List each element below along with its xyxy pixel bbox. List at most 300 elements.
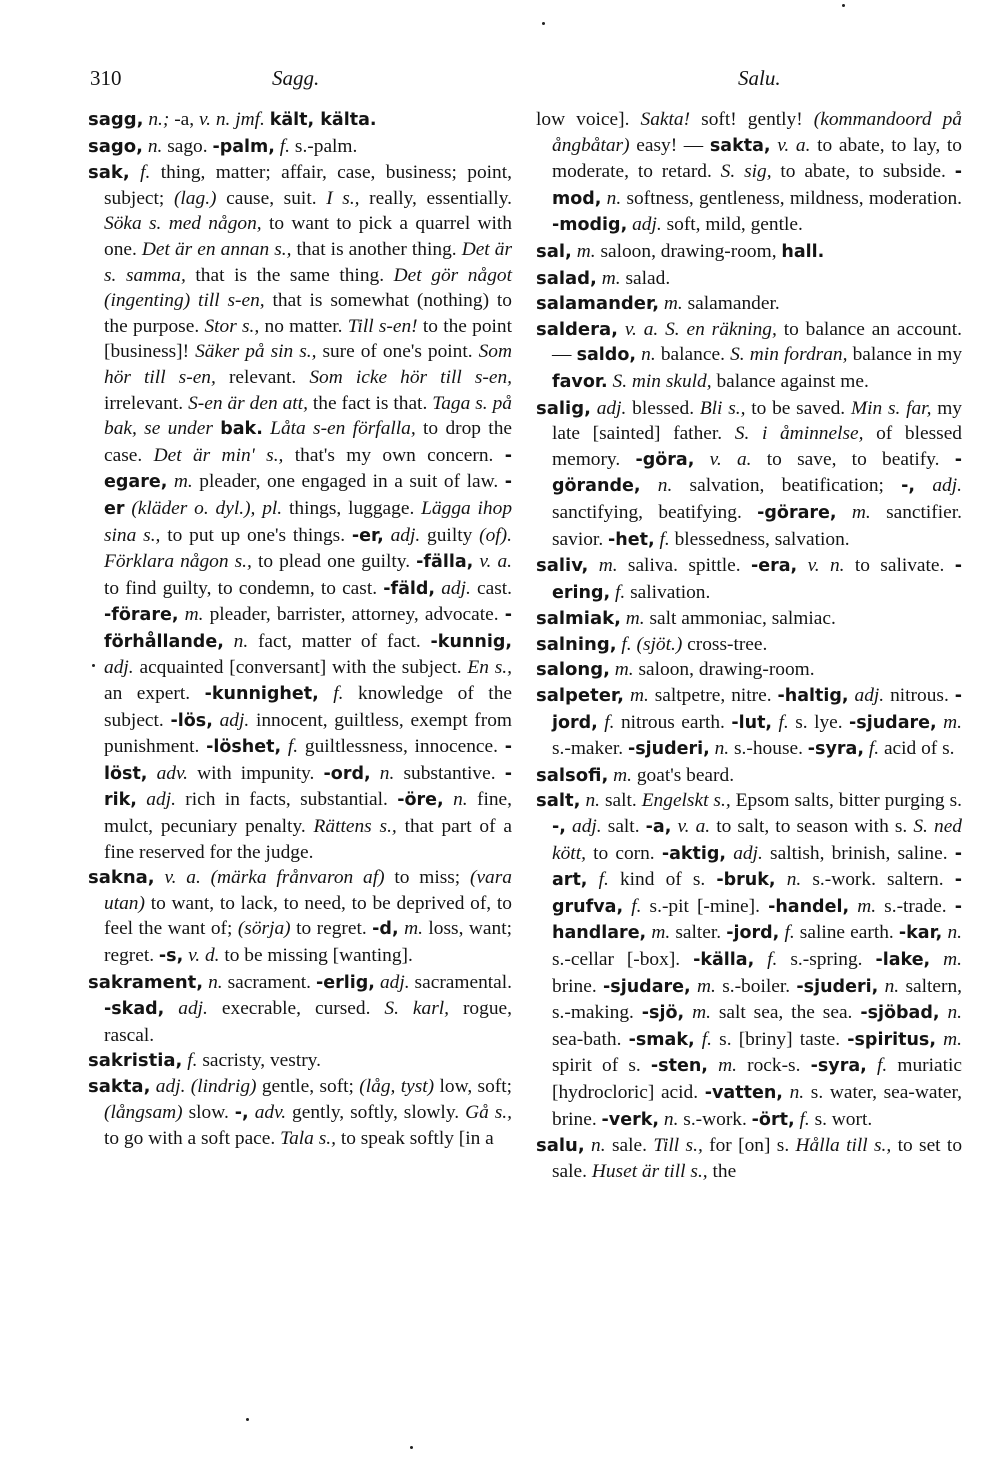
- entry-bold-term: -rik,: [104, 763, 512, 811]
- entry-italic-text: f.: [631, 895, 642, 917]
- entry-text: to abate, to lay, to moderate, to retard.: [552, 134, 962, 183]
- entry-italic-text: f.: [778, 711, 789, 733]
- entry-italic-text: Huset är till s.,: [591, 1160, 708, 1182]
- entry-bold-term: -verk,: [601, 1109, 660, 1130]
- entry-headword: sago,: [88, 135, 143, 157]
- entry-text: saline earth.: [794, 922, 899, 944]
- entry-italic-text: Gå s.,: [465, 1101, 512, 1123]
- entry-text: spirit of s.: [552, 1055, 651, 1077]
- dictionary-entry: [88, 160, 512, 865]
- entry-text: [837, 502, 852, 523]
- entry-text: with impunity.: [188, 762, 324, 784]
- entry-italic-text: (kommandoord på ångbåtar): [552, 109, 962, 156]
- entry-italic-text: n.: [591, 1135, 606, 1157]
- entry-italic-text: f. (sjöt.): [621, 633, 683, 655]
- entry-italic-text: f.: [287, 736, 299, 758]
- entry-italic-text: n.: [663, 1108, 679, 1130]
- entry-text: [684, 1002, 692, 1023]
- entry-italic-text: f.: [140, 162, 151, 184]
- entry-text: that part of a fine reserved for the judge.: [104, 816, 512, 863]
- entry-bold-term: -sjudare,: [849, 712, 937, 733]
- entry-headword: salu,: [536, 1135, 585, 1157]
- entry-text: soft! gently!: [690, 109, 814, 130]
- entry-italic-text: f.: [279, 135, 291, 157]
- entry-text: to drop the case.: [104, 418, 512, 466]
- entry-bold-term: -lut,: [731, 712, 773, 733]
- entry-text: acid of s.: [879, 738, 955, 760]
- entry-text: low, soft;: [434, 1075, 513, 1097]
- entry-text: [930, 949, 943, 970]
- entry-text: sacrament.: [222, 971, 317, 993]
- entry-text: -a,: [169, 109, 199, 130]
- entry-text: cast.: [470, 577, 512, 599]
- entry-text: an expert.: [104, 683, 205, 705]
- entry-text: fact, matter of fact.: [248, 630, 431, 652]
- entry-text: relevant.: [215, 366, 310, 388]
- entry-text: that is another thing.: [291, 238, 462, 260]
- entry-text: [867, 1055, 877, 1076]
- entry-text: sanctifier. savior.: [552, 501, 962, 550]
- entry-bold-term: -görare,: [757, 502, 837, 523]
- entry-text: nitrous earth.: [614, 711, 732, 733]
- entry-bold-term: -egare,: [104, 445, 512, 493]
- entry-italic-text: m.: [663, 293, 683, 315]
- entry-text: s.-maker.: [552, 738, 628, 760]
- entry-text: [694, 449, 709, 470]
- entry-italic-text: m.: [718, 1055, 737, 1077]
- entry-text: s. water, sea-water, brine.: [552, 1081, 962, 1130]
- entry-italic-text: Det gör något (ingenting) till s-en,: [104, 264, 512, 312]
- entry-bold-term: hall.: [781, 241, 825, 262]
- entry-text: s.-cellar [-box].: [552, 949, 694, 970]
- entry-text: balance in my: [847, 344, 963, 366]
- entry-text: guiltlessness, innocence.: [298, 736, 505, 758]
- entry-bold-term: -s,: [158, 946, 184, 966]
- entry-text: to abate, to subside.: [771, 161, 955, 183]
- entry-text: rogue, rascal.: [104, 998, 512, 1046]
- entry-bold-term: -sten,: [650, 1056, 708, 1077]
- entry-bold-term: -sjöbad,: [860, 1003, 940, 1024]
- entry-italic-text: f.: [701, 1028, 713, 1050]
- entry-italic-text: f.: [615, 581, 626, 603]
- print-speck: [246, 1418, 249, 1421]
- dictionary-entry: [536, 683, 962, 763]
- entry-bold-term: -era,: [750, 556, 798, 577]
- entry-bold-term: -förhållande,: [104, 605, 512, 652]
- entry-text: [587, 869, 598, 890]
- entry-bold-term: -ord,: [323, 763, 371, 784]
- dictionary-entry: [536, 239, 962, 266]
- entry-italic-text: f.: [784, 922, 795, 944]
- entry-bold-term: -,: [552, 817, 566, 838]
- entry-text: [155, 867, 165, 888]
- entry-bold-term: -kar,: [898, 923, 943, 944]
- entry-text: to miss;: [384, 867, 470, 889]
- entry-italic-text: Förklara någon s.,: [104, 551, 252, 573]
- entry-italic-text: adj.: [733, 842, 763, 864]
- running-head-left: Sagg.: [272, 66, 320, 90]
- entry-text: saloon, drawing-room.: [633, 659, 815, 681]
- entry-italic-text: m.: [697, 975, 716, 997]
- entry-italic-text: f.: [333, 683, 344, 705]
- entry-bold-term: -het,: [608, 529, 655, 550]
- entry-bold-term: favor.: [552, 371, 608, 392]
- entry-text: saltish, brinish, saline.: [762, 842, 955, 864]
- entry-bold-term: -ering,: [552, 556, 962, 603]
- entry-headword: sak,: [88, 162, 130, 184]
- entry-bold-term: -art,: [552, 843, 962, 891]
- entry-italic-text: m.: [943, 1028, 962, 1050]
- entry-italic-text: Stor s.,: [204, 315, 260, 337]
- entry-text: saloon, drawing-room,: [595, 240, 782, 262]
- entry-bold-term: -förare,: [104, 605, 179, 626]
- entry-bold-term: -löshet,: [206, 737, 282, 758]
- entry-italic-text: m.: [651, 922, 671, 944]
- entry-text: [641, 475, 658, 496]
- entry-text: that is somewhat (nothing) to the purpose.: [104, 290, 512, 337]
- entry-italic-text: n.: [714, 738, 730, 760]
- entry-text: [281, 736, 288, 757]
- entry-bold-term: -lake,: [875, 950, 931, 970]
- entry-headword: sal,: [536, 240, 572, 262]
- entry-bold-term: -handlare,: [552, 896, 962, 944]
- entry-bold-term: bak.: [220, 419, 263, 440]
- dictionary-entry: [536, 553, 962, 606]
- entry-text: that's my own concern.: [283, 444, 505, 466]
- entry-italic-text: v. a. (märka frånvaron af): [164, 867, 385, 889]
- dictionary-entry: [536, 266, 962, 292]
- entry-text: balance against me.: [711, 370, 869, 392]
- entry-italic-text: v. a.: [479, 551, 512, 573]
- entry-italic-text: f.: [876, 1055, 888, 1077]
- entry-text: [695, 1029, 702, 1050]
- entry-bold-term: kält, kälta.: [269, 110, 377, 130]
- entry-text: blessedness, salvation.: [669, 528, 850, 550]
- entry-italic-text: f.: [767, 949, 778, 970]
- entry-text: to balance an account. —: [552, 318, 962, 366]
- entry-text: irrelevant.: [104, 392, 189, 414]
- entry-text: [849, 896, 857, 917]
- entry-headword: sakrament,: [88, 971, 204, 993]
- entry-text: salad.: [620, 267, 671, 289]
- entry-bold-term: saldo,: [576, 345, 636, 366]
- entry-bold-term: sakta,: [709, 135, 771, 156]
- entry-italic-text: adj.: [146, 789, 176, 811]
- entry-italic-text: (lag.): [173, 187, 217, 209]
- entry-bold-term: -sjuderi,: [627, 739, 710, 760]
- entry-text: to want, to lack, to need, to be deprived of, to feel the want of;: [104, 892, 512, 940]
- entry-headword: salmiak,: [536, 608, 621, 630]
- entry-bold-term: -vatten,: [704, 1082, 783, 1103]
- entry-bold-term: -grufva,: [552, 870, 962, 917]
- entry-text: saltern, s.-making.: [552, 975, 962, 1024]
- right-column: [536, 107, 962, 1184]
- entry-text: sanctifying, beatifying.: [552, 501, 758, 523]
- entry-text: cross-tree.: [682, 633, 768, 655]
- entry-italic-text: m.: [613, 764, 633, 786]
- entry-text: pleader, one engaged in a suit of law.: [192, 471, 505, 493]
- entry-text: brine.: [552, 975, 604, 997]
- entry-headword: salad,: [536, 267, 597, 289]
- entry-italic-text: I s.,: [326, 187, 360, 209]
- entry-text: softness, gentleness, mildness, moderation.: [621, 187, 962, 209]
- entry-text: sacramental.: [409, 971, 512, 993]
- entry-text: slow.: [182, 1101, 235, 1123]
- entry-bold-term: -,: [901, 476, 916, 497]
- entry-text: pleader, barrister, attorney, advocate.: [203, 604, 505, 626]
- entry-headword: salong,: [536, 659, 610, 681]
- entry-text: to set to sale.: [552, 1135, 963, 1182]
- entry-italic-text: n.: [786, 869, 802, 891]
- entry-text: no matter.: [259, 315, 348, 337]
- entry-bold-term: -,: [234, 1102, 249, 1123]
- dictionary-entry: [88, 970, 512, 1049]
- entry-italic-text: m.: [598, 555, 618, 577]
- entry-headword: salamander,: [536, 293, 660, 315]
- entry-bold-term: -smak,: [628, 1029, 695, 1050]
- entry-italic-text: Sakta!: [640, 109, 691, 130]
- dictionary-entry: [536, 657, 962, 683]
- entry-italic-text: m.: [614, 659, 634, 681]
- entry-headword: saliv,: [536, 555, 589, 577]
- entry-text: easy! —: [629, 134, 710, 156]
- entry-headword: sakta,: [88, 1075, 151, 1097]
- entry-italic-text: v. a.: [709, 448, 752, 470]
- entry-text: rich in facts, substantial.: [175, 789, 398, 811]
- entry-italic-text: Tala s.,: [280, 1128, 336, 1150]
- entry-italic-text: Hålla till s.,: [795, 1135, 892, 1157]
- entry-text: to go with a soft pace.: [104, 1128, 281, 1150]
- dictionary-entry: [88, 865, 512, 969]
- entry-italic-text: (of).: [479, 524, 512, 546]
- entry-bold-term: -spiritus,: [847, 1029, 936, 1050]
- entry-text: execrable, cursed.: [207, 998, 385, 1020]
- entry-italic-text: v. a.: [677, 816, 711, 838]
- entry-text: [384, 525, 391, 546]
- dictionary-entry: [88, 107, 512, 134]
- entry-bold-term: -fäld,: [383, 578, 436, 599]
- entry-italic-text: adj.: [932, 475, 962, 497]
- dictionary-entry: [536, 107, 962, 239]
- entry-italic-text: adj.: [178, 998, 208, 1020]
- entry-italic-text: (vara utan): [104, 867, 512, 914]
- entry-italic-text: Det är s. samma,: [104, 238, 512, 286]
- entry-text: muriatic [hydrocloric] acid.: [552, 1055, 962, 1103]
- entry-text: s.-work. saltern.: [801, 869, 955, 891]
- entry-bold-term: -er: [104, 472, 512, 519]
- entry-text: [130, 162, 140, 183]
- entry-text: salt sea, the sea.: [710, 1002, 861, 1024]
- entry-text: rock-s.: [736, 1055, 811, 1077]
- entry-text: that is the same thing.: [185, 264, 394, 286]
- entry-text: [915, 475, 932, 496]
- entry-italic-text: S. min fordran,: [730, 344, 848, 366]
- print-speck: [842, 4, 845, 7]
- entry-text: salt.: [600, 790, 642, 812]
- entry-bold-term: -er,: [351, 525, 384, 546]
- entry-italic-text: m.: [851, 501, 871, 523]
- entry-italic-text: (låg, tyst): [359, 1075, 435, 1097]
- entry-text: cause, suit.: [216, 187, 327, 209]
- entry-italic-text: Till s-en!: [347, 315, 418, 337]
- entry-italic-text: Som hör till s-en,: [104, 341, 512, 388]
- entry-italic-text: Bli s.,: [699, 397, 746, 419]
- entry-italic-text: m.: [857, 895, 877, 917]
- entry-italic-text: m.: [943, 949, 963, 970]
- entry-text: s.-trade.: [876, 895, 955, 917]
- entry-text: substantive.: [394, 762, 505, 784]
- entry-italic-text: v. n. jmf.: [198, 109, 265, 130]
- entry-text: the fact is that.: [307, 392, 433, 414]
- entry-italic-text: n.: [147, 135, 163, 157]
- entry-text: to plead one guilty.: [251, 551, 417, 573]
- entry-italic-text: adj.: [596, 397, 627, 419]
- entry-text: gently, softly, slowly.: [286, 1101, 466, 1123]
- entry-italic-text: Lägga ihop sina s.,: [104, 497, 513, 546]
- entry-italic-text: n.: [585, 790, 600, 812]
- entry-text: [623, 896, 631, 917]
- entry-italic-text: m.: [692, 1002, 711, 1024]
- entry-text: guilty: [420, 524, 480, 546]
- entry-italic-text: v. a. S. en räkning,: [624, 318, 777, 340]
- entry-italic-text: adj.: [379, 971, 410, 993]
- entry-text: [224, 631, 234, 652]
- entry-headword: salsofi,: [536, 764, 609, 786]
- entry-italic-text: f.: [187, 1050, 198, 1072]
- entry-italic-text: n.: [641, 344, 656, 366]
- entry-text: sago.: [162, 135, 213, 157]
- entry-bold-term: -syra,: [810, 1056, 867, 1077]
- entry-headword: salning,: [536, 633, 617, 655]
- entry-headword: saldera,: [536, 318, 618, 340]
- entry-text: s. lye.: [788, 711, 850, 733]
- entry-text: to save, to beatify.: [751, 448, 955, 470]
- entry-text: [708, 1055, 718, 1076]
- entry-text: s.-palm.: [290, 135, 358, 157]
- dictionary-entry: [536, 291, 962, 317]
- entry-italic-text: n.: [947, 922, 962, 944]
- entry-italic-text: f.: [799, 1108, 810, 1130]
- entry-text: acquainted [conversant] with the subject.: [133, 657, 468, 679]
- entry-bold-term: -aktig,: [661, 843, 727, 864]
- print-speck: [410, 1446, 413, 1449]
- entry-text: kind of s.: [608, 869, 717, 891]
- entry-italic-text: m.: [943, 711, 962, 733]
- entry-text: [783, 1082, 790, 1103]
- entry-text: for [on] s.: [702, 1135, 796, 1157]
- entry-bold-term: -jord,: [552, 686, 962, 733]
- entry-bold-term: -skad,: [104, 999, 165, 1020]
- entry-bold-term: -d,: [372, 919, 399, 940]
- entry-italic-text: S-en är den att,: [188, 392, 308, 414]
- entry-text: s.-work.: [678, 1108, 752, 1130]
- dictionary-entry: [88, 1048, 512, 1074]
- entry-text: low voice].: [536, 109, 641, 130]
- entry-headword: salpeter,: [536, 685, 625, 707]
- entry-italic-text: Min s. far,: [850, 397, 932, 419]
- entry-italic-text: n.: [606, 187, 622, 209]
- entry-italic-text: adj.: [854, 685, 885, 707]
- entry-text: nitrous.: [884, 685, 955, 707]
- entry-italic-text: S. ned kött,: [552, 816, 962, 864]
- entry-text: Epsom salts, bitter purging s.: [730, 790, 962, 812]
- entry-italic-text: Till s.,: [653, 1135, 703, 1157]
- entry-text: s.-pit [-mine].: [641, 895, 769, 917]
- running-head-right: Salu.: [738, 66, 781, 90]
- entry-bold-term: -källa,: [693, 950, 755, 970]
- entry-text: [137, 789, 146, 810]
- print-speck: [542, 22, 545, 25]
- entry-text: s. [briny] taste.: [712, 1028, 848, 1050]
- entry-italic-text: f.: [604, 711, 615, 733]
- entry-italic-text: f.: [659, 528, 670, 550]
- dictionary-entry: [88, 134, 512, 161]
- entry-italic-text: n.: [233, 630, 249, 652]
- entry-text: [444, 789, 453, 810]
- entry-text: s.-spring.: [777, 949, 876, 970]
- entry-headword: sakristia,: [88, 1050, 183, 1072]
- dictionary-entry: [536, 606, 962, 632]
- entry-italic-text: adj.: [390, 524, 421, 546]
- entry-italic-text: v. a.: [777, 134, 811, 156]
- entry-text: [371, 763, 380, 784]
- entry-headword: sagg,: [88, 109, 144, 130]
- entry-italic-text: S. karl,: [384, 998, 449, 1020]
- entry-text: things, luggage.: [282, 497, 422, 519]
- entry-italic-text: m.: [601, 267, 621, 289]
- entry-text: saltpetre, nitre.: [648, 685, 778, 707]
- entry-text: to corn.: [585, 842, 662, 864]
- entry-text: loss, want; regret.: [104, 918, 512, 966]
- entry-bold-term: -sjuderi,: [796, 976, 879, 997]
- print-speck: [92, 664, 95, 667]
- entry-bold-term: -palm,: [212, 136, 275, 157]
- entry-bold-term: -handel,: [768, 896, 850, 917]
- entry-text: to be missing [wanting].: [219, 945, 413, 966]
- entry-italic-text: Det är min' s.,: [153, 444, 284, 466]
- entry-italic-text: (sörja): [237, 918, 291, 940]
- entry-text: innocent, guiltless, exempt from punishment.: [104, 709, 512, 758]
- entry-italic-text: n.: [208, 971, 223, 993]
- entry-text: sacristy, vestry.: [197, 1050, 321, 1072]
- entry-text: really, essentially.: [359, 187, 512, 209]
- entry-italic-text: m.: [629, 685, 649, 707]
- page-header: [90, 66, 960, 98]
- entry-bold-term: -a,: [645, 817, 672, 838]
- entry-headword: salig,: [536, 397, 591, 419]
- entry-italic-text: m.: [404, 918, 423, 940]
- entry-headword: sakna,: [88, 867, 155, 889]
- entry-text: soft, mild, gentle.: [661, 214, 803, 236]
- entry-italic-text: n.: [884, 975, 900, 997]
- entry-italic-text: adj.: [632, 214, 662, 236]
- entry-text: saliva. spittle.: [617, 555, 751, 577]
- entry-italic-text: n.: [379, 762, 395, 784]
- dictionary-entry: [536, 632, 962, 658]
- entry-italic-text: adj.: [572, 816, 602, 838]
- entry-text: salvation, beatification;: [672, 475, 902, 497]
- entry-bold-term: -sjudare,: [603, 976, 691, 997]
- entry-text: to salt, to season with s.: [710, 816, 914, 838]
- entry-italic-text: Rättens s.,: [313, 816, 397, 838]
- entry-bold-term: -fälla,: [416, 552, 474, 573]
- entry-italic-text: Säker på sin s.,: [195, 341, 317, 363]
- entry-italic-text: m.: [576, 240, 596, 262]
- entry-italic-text: S. sig,: [720, 161, 772, 183]
- entry-italic-text: f.: [868, 738, 880, 760]
- left-column: [88, 107, 512, 1152]
- entry-text: [164, 998, 178, 1019]
